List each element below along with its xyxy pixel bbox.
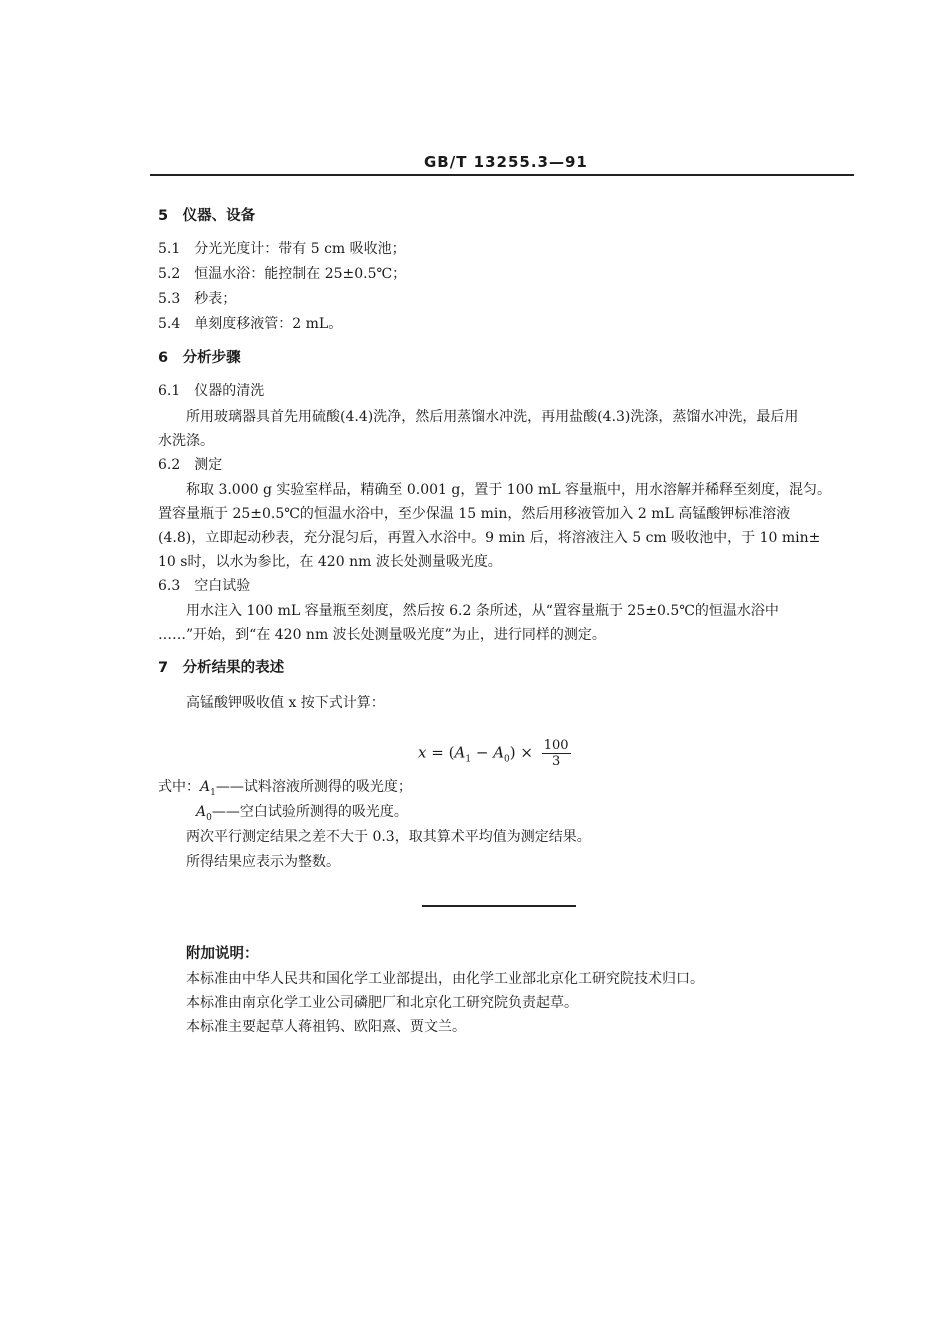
appendix-title: 附加说明： (186, 946, 259, 962)
paragraph-line: (4.8)，立即起动秒表，充分混匀后，再置入水浴中。9 min 后，将溶液注入 5 cm 吸收池中，于 10 min± (158, 530, 821, 546)
item-5-2 (158, 263, 406, 283)
subsection-number: 6.2 (158, 457, 181, 473)
formula-intro: 高锰酸钾吸收值 x 按下式计算： (186, 695, 385, 711)
paragraph-line: 置容量瓶于 25±0.5℃的恒温水浴中，至少保温 15 min，然后用移液管加入 2 mL 高锰酸钾标准溶液 (158, 506, 791, 522)
paragraph-line: ……”开始，到“在 420 nm 波长处测量吸光度”为止，进行同样的测定。 (158, 627, 606, 643)
item-text: 恒温水浴：能控制在 25±0.5℃； (194, 266, 407, 282)
subsection-number: 6.1 (158, 383, 181, 399)
formula-close-paren: ) (509, 743, 516, 762)
formula-minus: − (475, 743, 489, 762)
paragraph-line: 10 s时，以水为参比，在 420 nm 波长处测量吸光度。 (158, 554, 502, 570)
where-a0 (196, 801, 408, 823)
item-5-4 (158, 313, 342, 333)
subsection-6-3 (158, 575, 250, 595)
formula (418, 738, 571, 769)
symbol-a0-sub: 0 (206, 812, 212, 823)
paragraph-line: 所用玻璃器具首先用硫酸(4.4)洗净，然后用蒸馏水冲洗，再用盐酸(4.3)洗涤，蒸馏水冲洗，最后用 (186, 409, 799, 425)
symbol-a0: A (196, 804, 207, 820)
formula-a0-sub: 0 (504, 754, 510, 765)
paragraph-line: 水洗涤。 (158, 433, 214, 449)
formula-equals: = (431, 743, 444, 762)
item-5-1 (158, 238, 406, 258)
where-a1-text: ——试料溶液所测得的吸光度； (215, 779, 412, 795)
formula-lhs: x (418, 743, 427, 762)
section-6-title: 6 分析步骤 (158, 350, 241, 366)
paragraph-line: 称取 3.000 g 实验室样品，精确至 0.001 g，置于 100 mL 容量瓶中，用水溶解并稀释至刻度，混匀。 (186, 482, 831, 498)
formula-a1-sub: 1 (465, 754, 472, 765)
note-line: 两次平行测定结果之差不大于 0.3，取其算术平均值为测定结果。 (186, 829, 591, 845)
item-number: 5.4 (158, 316, 181, 332)
subsection-title: 仪器的清洗 (194, 383, 265, 399)
subsection-number: 6.3 (158, 578, 181, 594)
fraction-denominator: 3 (552, 754, 561, 769)
formula-a0: A (493, 743, 505, 762)
formula-open-paren: ( (448, 743, 455, 762)
formula-fraction (542, 738, 571, 769)
subsection-title: 测定 (194, 457, 223, 473)
where-a1 (158, 776, 412, 798)
item-number: 5.1 (158, 241, 181, 257)
subsection-6-2 (158, 454, 222, 474)
subsection-title: 空白试验 (194, 578, 251, 594)
section-7-title: 7 分析结果的表述 (158, 660, 285, 676)
fraction-numerator: 100 (543, 738, 569, 753)
item-text: 秒表； (194, 291, 237, 307)
formula-times: × (520, 743, 533, 762)
where-label: 式中： (158, 779, 200, 795)
end-separator (422, 905, 576, 907)
item-text: 分光光度计：带有 5 cm 吸收池； (194, 241, 406, 257)
item-5-3 (158, 288, 236, 308)
subsection-6-1 (158, 380, 264, 400)
formula-a1: A (454, 743, 466, 762)
header-rule (150, 174, 854, 176)
appendix-line: 本标准由南京化学工业公司磷肥厂和北京化工研究院负责起草。 (186, 995, 578, 1011)
item-number: 5.3 (158, 291, 181, 307)
symbol-a1: A (200, 779, 211, 795)
paragraph-line: 用水注入 100 mL 容量瓶至刻度，然后按 6.2 条所述，从“置容量瓶于 25±0.5℃的恒温水浴中 (186, 603, 779, 619)
item-number: 5.2 (158, 266, 181, 282)
note-line: 所得结果应表示为整数。 (186, 854, 340, 870)
where-a0-text: ——空白试验所测得的吸光度。 (211, 804, 408, 820)
appendix-line: 本标准由中华人民共和国化学工业部提出，由化学工业部北京化工研究院技术归口。 (186, 971, 704, 987)
section-5-title: 5 仪器、设备 (158, 208, 256, 224)
item-text: 单刻度移液管：2 mL。 (194, 316, 343, 332)
standard-code: GB/T 13255.3—91 (424, 153, 588, 171)
symbol-a1-sub: 1 (210, 787, 216, 798)
appendix-line: 本标准主要起草人蒋祖钨、欧阳熹、贾文兰。 (186, 1019, 466, 1035)
